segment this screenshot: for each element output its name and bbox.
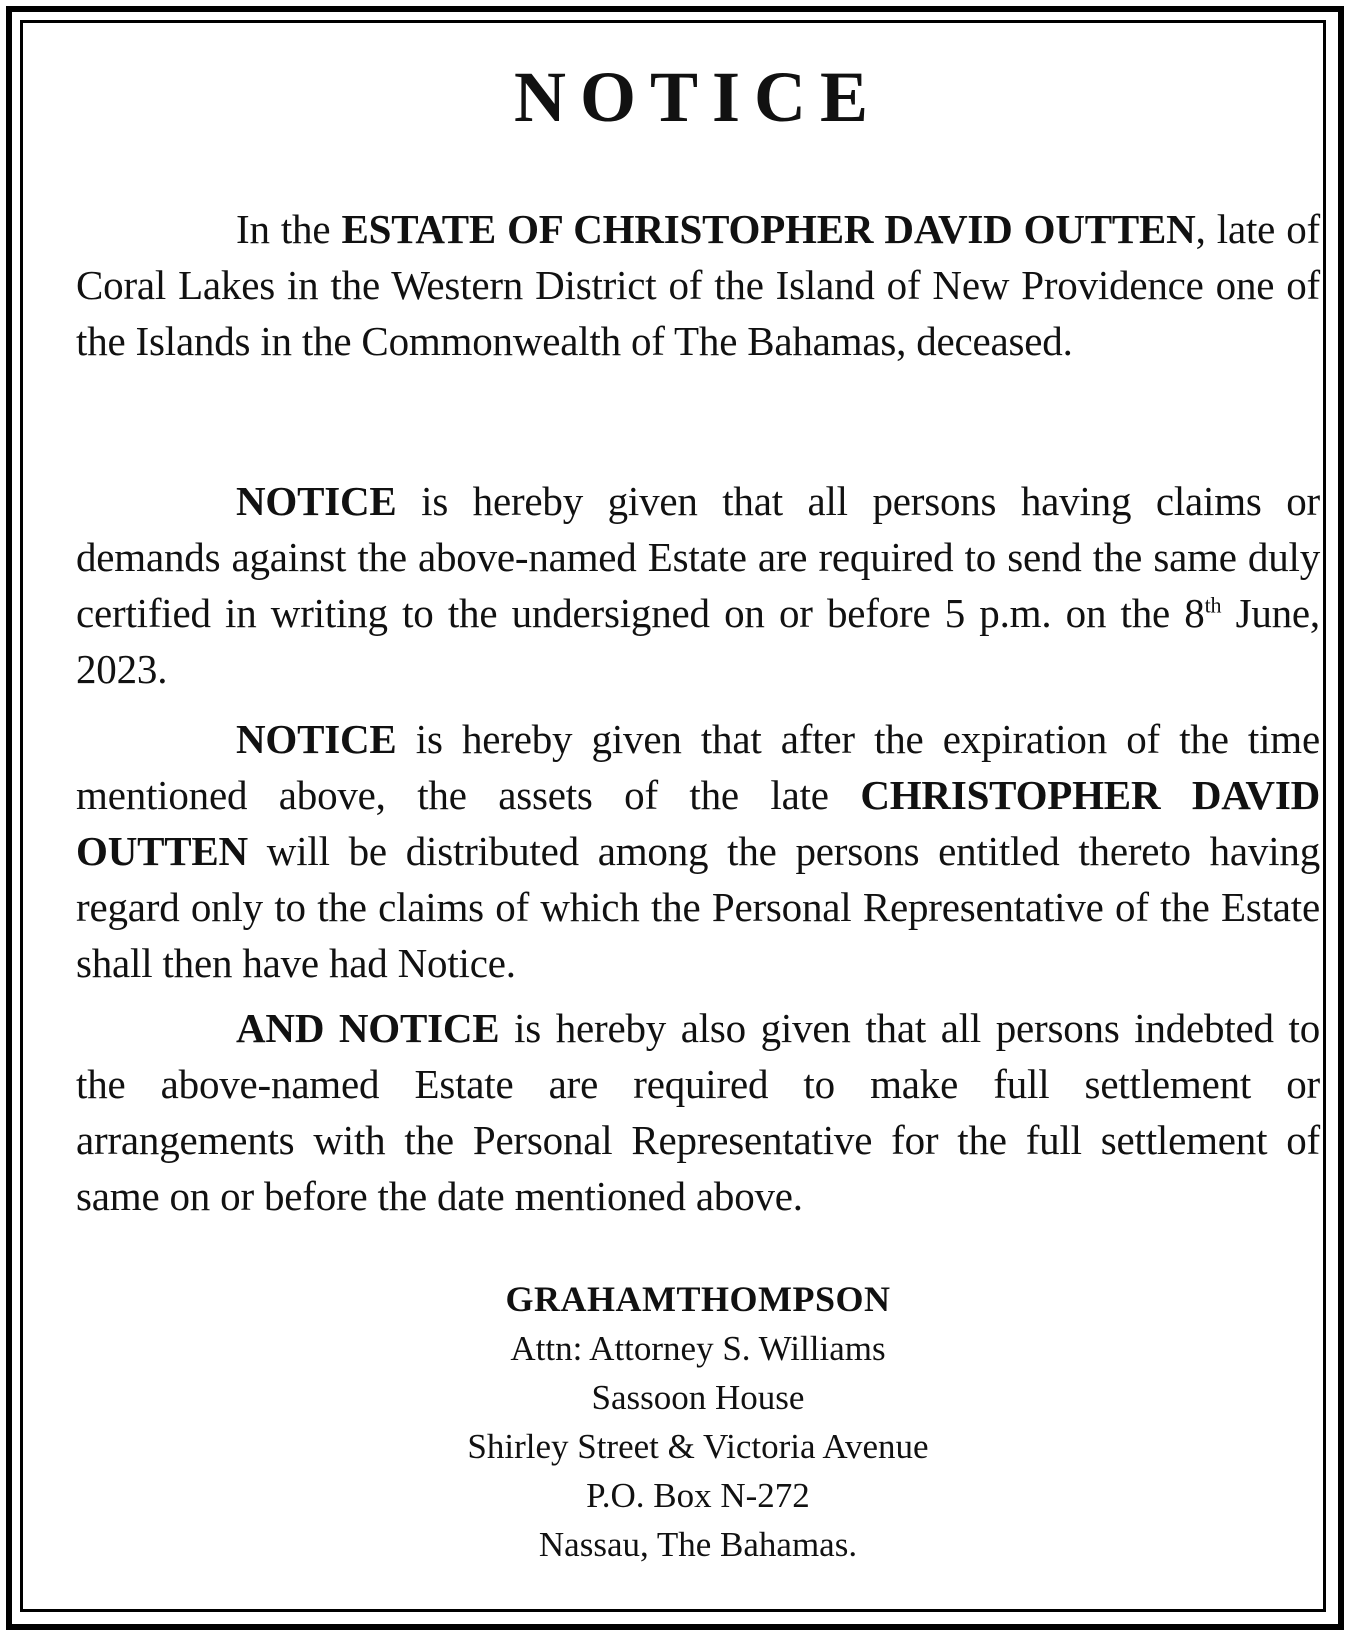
- deadline-day: 8: [1184, 590, 1205, 636]
- settlement-paragraph: [76, 1000, 1320, 1224]
- distribution-text-a: is hereby given that after the expiration of the time mentioned above, the assets of the late: [76, 716, 1320, 818]
- settlement-notice-label: AND NOTICE: [236, 1005, 500, 1051]
- distribution-notice-label: NOTICE: [236, 716, 397, 762]
- firm-address-block: [76, 1275, 1320, 1569]
- estate-lead: In the: [236, 206, 342, 252]
- claims-notice-label: NOTICE: [236, 478, 397, 524]
- deadline-date: June, 2023.: [76, 590, 1320, 692]
- notice-title: NOTICE: [513, 57, 883, 137]
- estate-name: ESTATE OF CHRISTOPHER DAVID OUTTEN: [341, 206, 1196, 252]
- city-line: Nassau, The Bahamas.: [538, 1525, 858, 1564]
- street-line: Shirley Street & Victoria Avenue: [467, 1427, 929, 1466]
- inner-border: [20, 20, 1326, 1612]
- claims-text: is hereby given that all persons having claims or demands against the above-named Estate are required to send the same duly certified in writing to the undersigned on or before 5 p.m. on the: [76, 478, 1320, 636]
- building-line: Sassoon House: [591, 1378, 805, 1417]
- settlement-text: is hereby also given that all persons indebted to the above-named Estate are required to make full settlement or arrangements with the Personal Representative for the full settlement of same on or before the date mentioned above.: [76, 1005, 1320, 1219]
- deceased-name: CHRISTOPHER DAVID OUTTEN: [76, 772, 1320, 874]
- claims-paragraph: [76, 473, 1320, 697]
- deadline-day-suffix: th: [1204, 592, 1222, 618]
- firm-name: GRAHAMTHOMPSON: [505, 1279, 891, 1319]
- estate-description: , late of Coral Lakes in the Western District of the Island of New Providence one of the Islands in the Commonwealth of The Bahamas, deceased.: [76, 206, 1321, 364]
- attention-line: Attn: Attorney S. Williams: [510, 1329, 886, 1368]
- po-box-line: P.O. Box N-272: [586, 1476, 810, 1515]
- distribution-text-b: will be distributed among the persons entitled thereto having regard only to the claims of which the Personal Representative of the Estate shall then have had Notice.: [76, 828, 1320, 986]
- estate-paragraph: [76, 201, 1320, 369]
- distribution-paragraph: [76, 711, 1320, 991]
